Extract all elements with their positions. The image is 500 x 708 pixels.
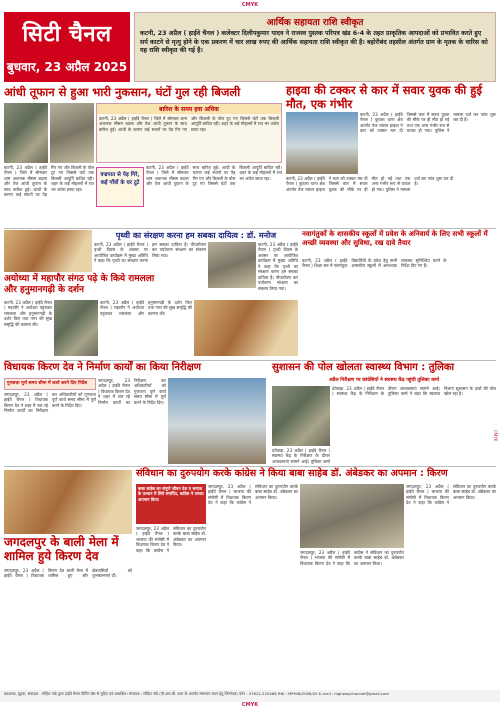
story3-headline: पृथ्वी का संरक्षण करना हम सबका दायित्व : डॉ. मनोज <box>115 231 277 240</box>
story8-body-d: जगदलपुर, 23 अप्रैल ( हाईवे चैनल ) भाजपा की संगोष्ठी में विधायक किरण देव ने कहा कि कांग्रेस ने संविधान का दुरुपयोग करके बाबा साहेब डॉ. अंबेडकर का अपमान किया। <box>406 484 496 506</box>
story7-body-b: दंतेवाड़ा, 23 अप्रैल ( हाईवे चैनल ) स्वास्थ्य केंद्र के निरीक्षण के दौरान अव्यवस्थाएं सामने आईं। तुलिका कर्मा <box>272 448 330 464</box>
storm-photo-2 <box>50 103 94 163</box>
story6-subhead: गुणवत्ता पूर्ण समय सीमा में कार्य करने दिए निर्देश <box>7 381 88 386</box>
story1-body-left: कटनी, 23 अप्रैल ( हाईवे चैनल ) जिले में सोमवार शाम अचानक मौसम बदला और तेज आंधी तूफान के साथ बारिश हुई। आंधी के कारण कई स्थानों पर पेड़ गिर गए और बिजली के पोल टूट गए जिससे घंटों तक बिजली आपूर्ति बाधित रही। शहर के कई मोहल्लों में रात भर अंधेरा छाया रहा। <box>4 165 94 198</box>
print-mark-bottom: CMYK <box>241 702 259 708</box>
divider-1 <box>4 228 496 229</box>
story1-subhead-text: कटनी, 23 अप्रैल ( हाईवे चैनल ) जिले में सोमवार शाम अचानक मौसम बदला और तेज आंधी तूफान के साथ बारिश हुई। आंधी के कारण कई स्थानों पर पेड़ गिर गए और बिजली के पोल टूट गए जिससे घंटों तक बिजली आपूर्ति बाधित रही। शहर के कई मोहल्लों में रात भर अंधेरा छाया रहा। <box>99 116 279 132</box>
story6-subhead-box <box>4 378 96 390</box>
story1-subhead: बारिश के समय हवा अधिक <box>97 104 281 114</box>
story2-headline: हाइवा की टक्कर से कार में सवार युवक की हुई मौत, एक गंभीर <box>286 83 483 111</box>
storm-photo-1 <box>4 103 48 163</box>
story8-body-b: जगदलपुर, 23 अप्रैल ( हाईवे चैनल ) भाजपा की संगोष्ठी में विधायक किरण देव ने कहा कि कांग्रेस ने संविधान का दुरुपयोग करके बाबा साहेब डॉ. अंबेडकर का अपमान किया। <box>208 484 298 506</box>
lead-news-box <box>134 12 496 82</box>
ayodhya-photo-2 <box>194 300 298 356</box>
divider-2 <box>4 360 496 361</box>
story3-body-b: कटनी, 23 अप्रैल ( हाईवे चैनल ) पृथ्वी दिवस के अवसर पर आयोजित कार्यक्रम में मुख्य अतिथि ने कहा कि पृथ्वी का संरक्षण करना हम सबका दायित्व है। पौधारोपण कर पर्यावरण संरक्षण का संकल्प लिया गया। <box>258 242 298 291</box>
story9-headline: जगदलपुर के बाली मेला में शामिल हुये किरण देव <box>4 535 119 563</box>
story5-headline: नवागंतुकों के शासकीय स्कूलों में प्रवेश के अनिवार्य के लिए सभी स्कूलों में अच्छी व्यवस्था और सुविधा, रख दावे तैयार <box>302 230 488 247</box>
story4-body-b: कटनी, 23 अप्रैल ( हाईवे चैनल ) महापौर ने अयोध्या पहुंचकर रामलला और हनुमानगढ़ी के दर्शन किए तथा नगर की सुख समृद्धि की कामना की। <box>100 300 192 316</box>
earth-day-photo <box>4 230 92 272</box>
lead-text: कटनी, 23 अप्रैल ( हाईवे चैनल ) कलेक्टर दिलीपकुमार यादव ने राजस्व पुस्तक परिपत्र खंड 6-4 के तहत प्राकृतिक आपदाओं को प्रभावित करते हुए सर्प काटने से मृत्यु होने के एक प्रकरण में चार लाख रुपए की आर्थिक सहायता राशि स्वीकृत की है। बहोरीबंद तहसील अंतर्गत ग्राम के मृतक के वारिस को यह राशि स्वीकृत की गई है। <box>140 30 488 54</box>
story1-body-right: कटनी, 23 अप्रैल ( हाईवे चैनल ) जिले में सोमवार शाम अचानक मौसम बदला और तेज आंधी तूफान के साथ बारिश हुई। आंधी के कारण कई स्थानों पर पेड़ गिर गए और बिजली के पोल टूट गए जिससे घंटों तक बिजली आपूर्ति बाधित रही। शहर के कई मोहल्लों में रात भर अंधेरा छाया रहा। <box>146 165 282 187</box>
story7-subhead: अप्रैल निरीक्षण पर कांग्रेसियों ने स्वास्थ्य केंद्र पहुंची तुलिका कर्मा <box>328 378 440 383</box>
inspection-photo <box>168 378 266 464</box>
story6-headline: विधायक किरण देव ने निर्माण कार्यों का किया निरीक्षण <box>4 362 201 373</box>
ambedkar-photo <box>300 484 404 548</box>
story7-headline: सुशासन की पोल खोलता स्वास्थ्य विभाग : तुलिका <box>272 362 455 373</box>
story8-body-c: जगदलपुर, 23 अप्रैल ( हाईवे चैनल ) भाजपा की संगोष्ठी में विधायक किरण देव ने कहा कि कांग्रेस ने संविधान का दुरुपयोग करके बाबा साहेब डॉ. अंबेडकर का अपमान किया। <box>300 550 404 566</box>
story1-headline: आंधी तूफान से हुआ भारी नुकसान, घंटों गुल रही बिजली <box>4 85 241 99</box>
story6-body-a: जगदलपुर, 23 अप्रैल ( हाईवे चैनल ) विधायक किरण देव ने शहर में चल रहे निर्माण कार्यों का निरीक्षण कर अधिकारियों को गुणवत्ता पूर्ण कार्य समय सीमा में पूर्ण करने के निर्देश दिए। <box>4 392 96 414</box>
ayodhya-photo <box>54 300 98 356</box>
story8-headline: संविधान का दुरुपयोग करके कांग्रेस ने किया बाबा साहेब डॉ. अंबेडकर का अपमान : किरण <box>136 468 448 479</box>
story1-subhead-box <box>96 103 282 163</box>
story1-inset <box>96 167 144 207</box>
lead-headline: आर्थिक सहायता राशि स्वीकृत <box>266 18 364 28</box>
story9-body: जगदलपुर, 23 अप्रैल ( हाईवे चैनल ) विधायक किरण देव बाली मेला में शामिल हुए और क्षेत्रवासियों को शुभकामनाएं दीं। <box>4 568 132 579</box>
story4-body-a: कटनी, 23 अप्रैल ( हाईवे चैनल ) महापौर ने अयोध्या पहुंचकर रामलला और हनुमानगढ़ी के दर्शन किए तथा नगर की सुख समृद्धि की कामना की। <box>4 300 52 327</box>
masthead-title: सिटी चैनल <box>22 22 112 47</box>
footer-imprint: प्रकाशक, मुद्रक, संपादक : मोहित पांडे द्वारा हाईवे चैनल प्रिंटिंग प्रेस से मुद्रित एवं प्रकाशित। संपादक : मोहित पांडे (पी.आर.बी. एक्ट के अंतर्गत समाचार चयन हेतु जिम्मेदार) फोन : 07622-220466 RNI : MPHIN/2006/20 E-mail : highwaychannel@gmail.com <box>0 690 500 702</box>
story4-headline: अयोध्या में महापौर संगठ पढ़े के किये रामलला और हनुमानगढ़ी के दर्शन <box>4 274 155 296</box>
masthead <box>4 12 130 82</box>
masthead-date: बुधवार, 23 अप्रैल 2025 <box>6 60 128 74</box>
story8-callout: बाबा साहेब का संपूर्ण जीवन देश व समाज के उत्थान में लिये समर्पित, कांग्रेस ने उनका अपमान किया <box>138 486 204 502</box>
story2-body-top: कटनी, 23 अप्रैल ( हाईवे चैनल ) कुठला थाना क्षेत्र अंतर्गत तेज रफ्तार हाइवा ने कार को टक्कर मार दी जिससे कार में सवार युवक की मौके पर ही मौत हो गई तथा एक अन्य गंभीर रूप से घायल हो गया। पुलिस ने मामला दर्ज कर जांच शुरू कर दी है। <box>360 112 496 134</box>
story6-body-b: जगदलपुर, 23 अप्रैल ( हाईवे चैनल ) विधायक किरण देव ने शहर में चल रहे निर्माण कार्यों का निरीक्षण कर अधिकारियों को गुणवत्ता पूर्ण कार्य समय सीमा में पूर्ण करने के निर्देश दिए। <box>98 378 166 405</box>
bali-mela-photo <box>4 470 132 534</box>
story5-body: कटनी, 23 अप्रैल ( हाईवे चैनल ) शिक्षा सत्र में नवागंतुक विद्यार्थियों के प्रवेश हेतु सभी शासकीय स्कूलों में आवश्यक व्यवस्था सुनिश्चित करने के निर्देश दिए गए हैं। <box>302 258 447 269</box>
story7-body: दंतेवाड़ा, 23 अप्रैल ( हाईवे चैनल ) स्वास्थ्य केंद्र के निरीक्षण के दौरान अव्यवस्थाएं सामने आईं। तुलिका कर्मा ने कहा कि स्वास्थ्य विभाग सुशासन के दावों की पोल खोल रहा है। <box>332 386 496 397</box>
story1-inset-text: वज्रपात से पेड़ गिरे, कई गाँवों के घर टूटे <box>100 172 140 186</box>
story3-photo <box>208 242 256 288</box>
health-photo-1 <box>272 386 330 446</box>
story8-body-a: जगदलपुर, 23 अप्रैल ( हाईवे चैनल ) भाजपा की संगोष्ठी में विधायक किरण देव ने कहा कि कांग्रेस ने संविधान का दुरुपयोग करके बाबा साहेब डॉ. अंबेडकर का अपमान किया। <box>136 526 206 553</box>
story2-body: कटनी, 23 अप्रैल ( हाईवे चैनल ) कुठला थाना क्षेत्र अंतर्गत तेज रफ्तार हाइवा ने कार को टक्कर मार दी जिससे कार में सवार युवक की मौके पर ही मौत हो गई तथा एक अन्य गंभीर रूप से घायल हो गया। पुलिस ने मामला दर्ज कर जांच शुरू कर दी है। <box>286 176 454 192</box>
story8-callout-box <box>136 484 206 524</box>
print-mark-top: CMYK <box>241 2 259 8</box>
print-mark-side: CMYK <box>493 430 498 442</box>
story3-body-a: कटनी, 23 अप्रैल ( हाईवे चैनल ) पृथ्वी दिवस के अवसर पर आयोजित कार्यक्रम में मुख्य अतिथि ने कहा कि पृथ्वी का संरक्षण करना हम सबका दायित्व है। पौधारोपण कर पर्यावरण संरक्षण का संकल्प लिया गया। <box>94 242 206 264</box>
accident-photo <box>286 112 358 174</box>
divider-3 <box>4 466 496 467</box>
